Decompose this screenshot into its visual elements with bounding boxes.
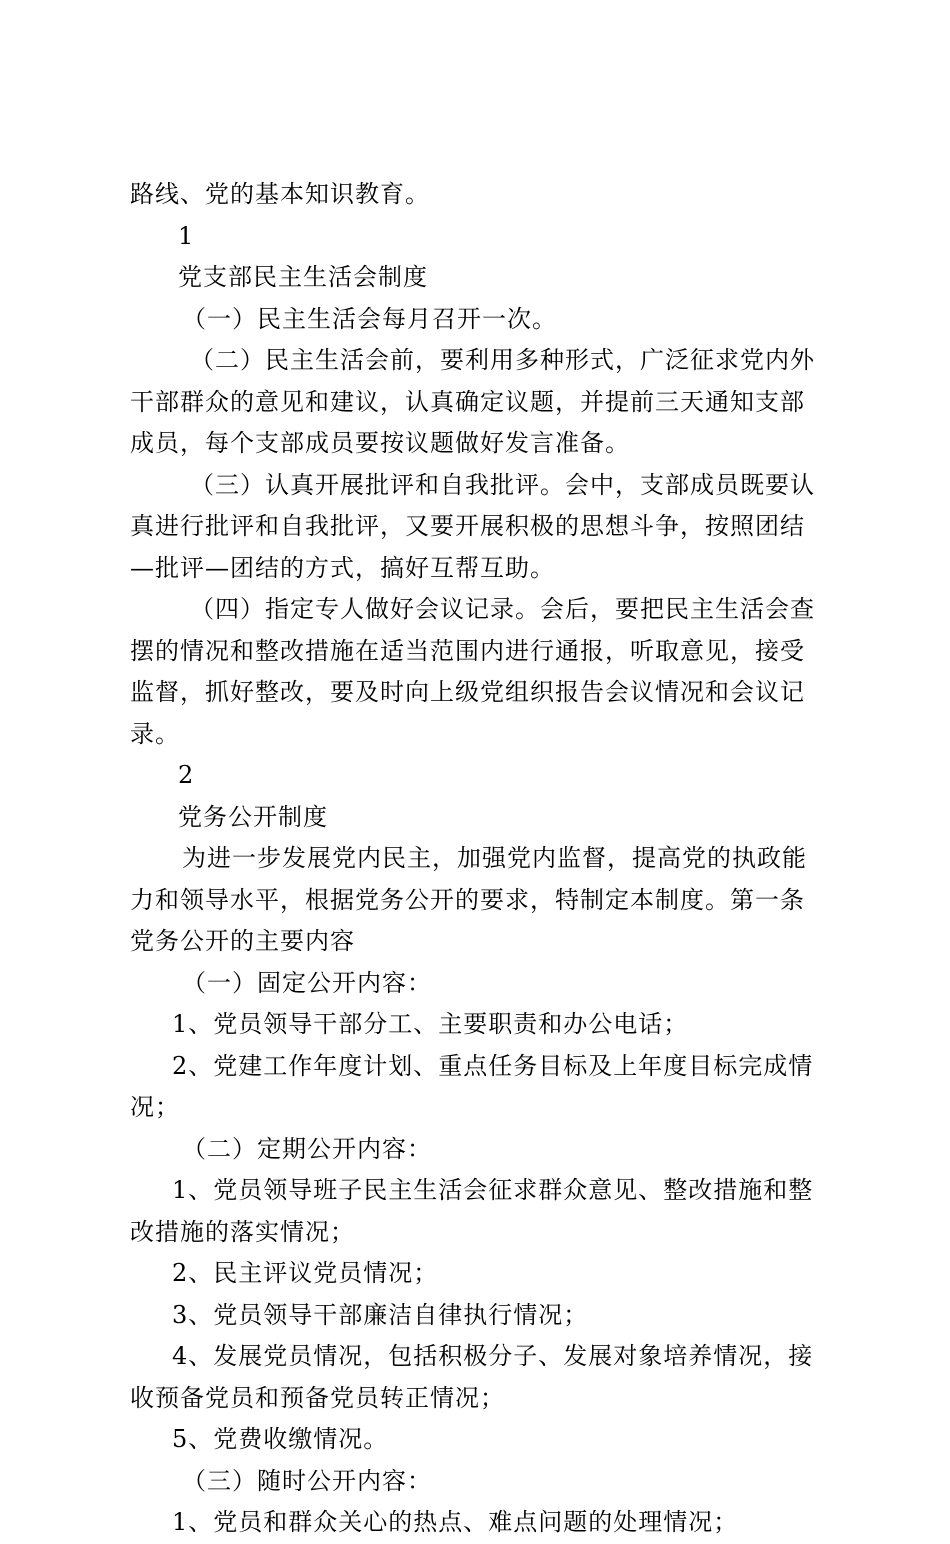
list-item: 2、民主评议党员情况； xyxy=(172,1259,439,1287)
list-item: 3、党员领导干部廉洁自律执行情况； xyxy=(172,1300,589,1329)
text-line: 摆的情况和整改措施在适当范围内进行通报，听取意见，接受 xyxy=(130,636,805,665)
text-line: （四）指定专人做好会议记录。会后，要把民主生活会查 xyxy=(190,595,815,623)
text-line: 收预备党员和预备党员转正情况； xyxy=(130,1383,505,1412)
subsection-heading: （三）随时公开内容： xyxy=(182,1466,432,1495)
text-line: 为进一步发展党内民主，加强党内监督，提高党的执政能 xyxy=(182,844,807,872)
section-title: 党支部民主生活会制度 xyxy=(178,263,428,291)
text-line: 录。 xyxy=(130,719,180,748)
text-line: 监督，抓好整改，要及时向上级党组织报告会议情况和会议记 xyxy=(130,678,805,706)
list-item: 5、党费收缴情况。 xyxy=(172,1425,389,1453)
page-number: 1 xyxy=(178,221,194,250)
text-line: 成员，每个支部成员要按议题做好发言准备。 xyxy=(130,429,630,457)
document-body xyxy=(130,174,830,1544)
list-item: 4、发展党员情况，包括积极分子、发展对象培养情况，接 xyxy=(172,1342,814,1370)
text-line: （二）民主生活会前，要利用多种形式，广泛征求党内外 xyxy=(190,346,815,374)
list-item: 2、党建工作年度计划、重点任务目标及上年度目标完成情 xyxy=(172,1051,814,1080)
text-line: 干部群众的意见和建议，认真确定议题，并提前三天通知支部 xyxy=(130,387,805,416)
text-line: （三）认真开展批评和自我批评。会中，支部成员既要认 xyxy=(190,470,815,499)
list-item: 1、党员和群众关心的热点、难点问题的处理情况； xyxy=(172,1508,739,1536)
text-line: （一）民主生活会每月召开一次。 xyxy=(182,304,557,333)
text-line: 路线、党的基本知识教育。 xyxy=(130,180,430,208)
subsection-heading: （二）定期公开内容： xyxy=(182,1134,432,1163)
list-item: 1、党员领导干部分工、主要职责和办公电话； xyxy=(172,1010,689,1038)
text-line: 真进行批评和自我批评，又要开展积极的思想斗争，按照团结 xyxy=(130,512,805,540)
text-line: —批评—团结的方式，搞好互帮互助。 xyxy=(130,553,555,582)
section-title: 党务公开制度 xyxy=(178,802,328,831)
text-line: 况； xyxy=(130,1093,180,1121)
page-number: 2 xyxy=(178,761,194,789)
list-item: 1、党员领导班子民主生活会征求群众意见、整改措施和整 xyxy=(172,1176,814,1204)
text-line: 力和领导水平，根据党务公开的要求，特制定本制度。第一条 xyxy=(130,885,805,914)
text-line: 改措施的落实情况； xyxy=(130,1217,355,1246)
text-line: 党务公开的主要内容 xyxy=(130,927,355,955)
subsection-heading: （一）固定公开内容： xyxy=(182,968,432,997)
